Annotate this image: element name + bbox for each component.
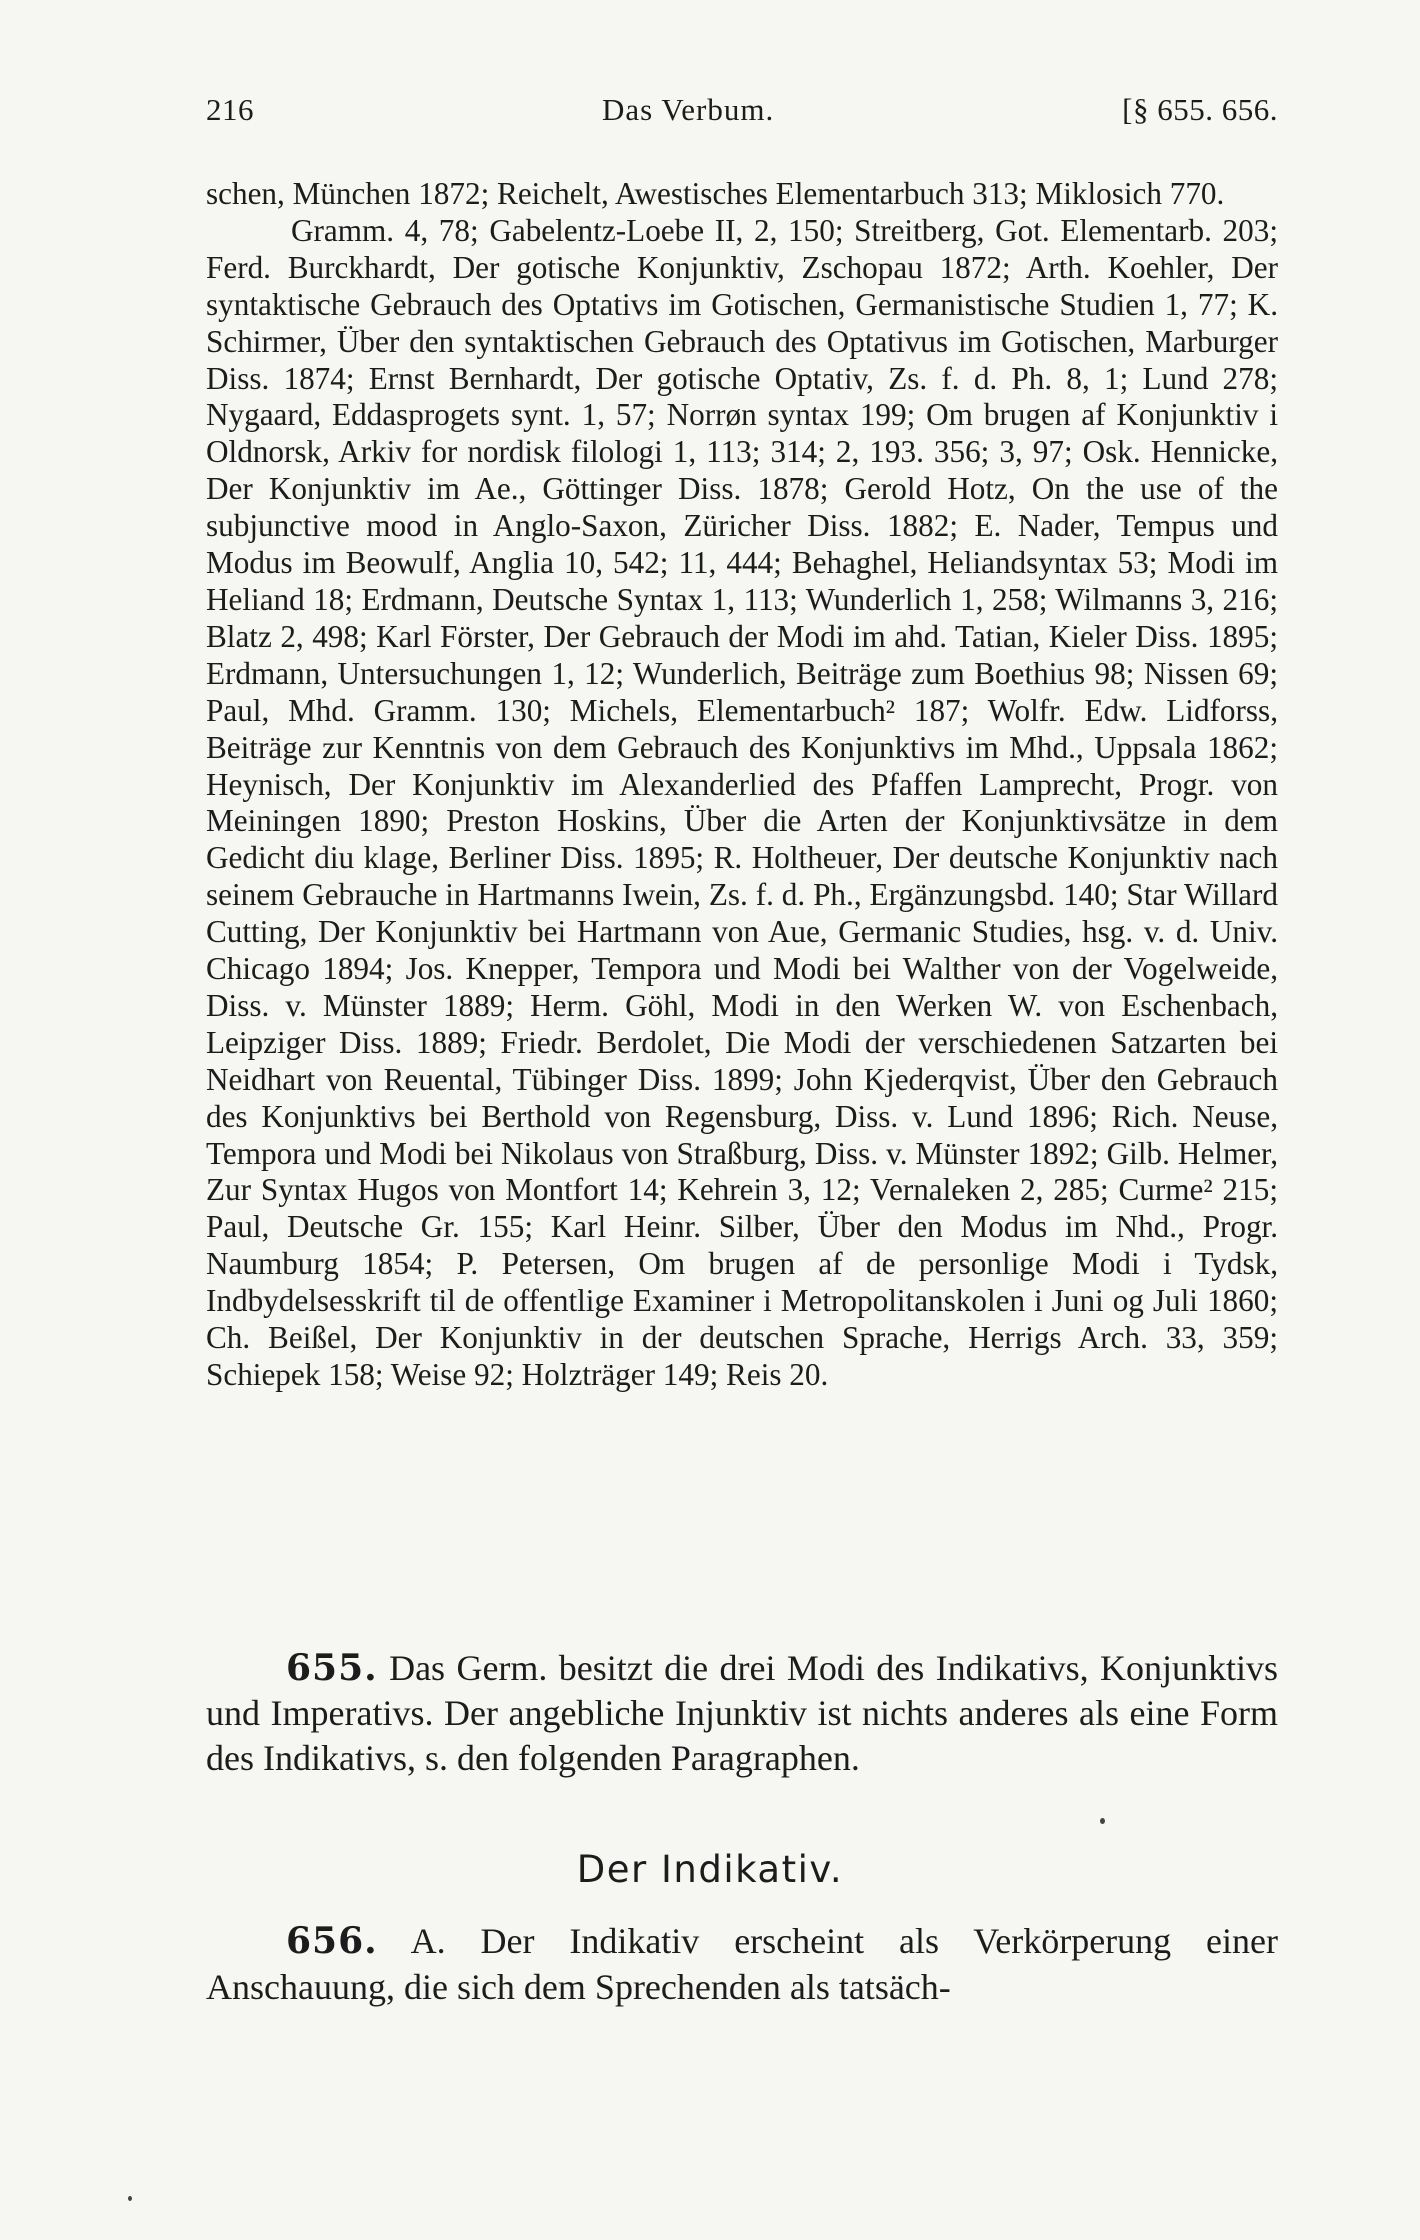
- bibliography-paragraph: schen, München 1872; Reichelt, Awestisches Elementarbuch 313; Miklosich 770.: [206, 176, 1225, 211]
- section-text: A. Der Indikativ erscheint als Verkörperung einer Anschauung, die sich dem Sprechenden als tatsäch-: [206, 1921, 1279, 2007]
- section-text: Das Germ. besitzt die drei Modi des Indikativs, Konjunktivs und Imperativs. Der angebliche Injunktiv ist nichts anderes als eine Form des Indikativs, s. den folgenden Paragraphen.: [206, 1648, 1279, 1778]
- bibliography-block: [206, 176, 1278, 1394]
- section-656: [206, 1918, 1278, 2010]
- section-number: 655.: [286, 1647, 378, 1689]
- bibliography-paragraph: Gramm. 4, 78; Gabelentz-Loebe II, 2, 150; Streitberg, Got. Elementarb. 203; Ferd. Burckhardt, Der gotische Konjunktiv, Zschopau 1872; Arth. Koehler, Der syntaktische Gebrauch des Optativs im Gotischen, Germanistische Studien 1, 77; K. Schirmer, Über den syntaktischen Gebrauch des Optativus im Gotischen, Marburger Diss. 1874; Ernst Bernhardt, Der gotische Optativ, Zs. f. d. Ph. 8, 1; Lund 278; Nygaard, Eddasprogets synt. 1, 57; Norrøn syntax 199; Om brugen af Konjunktiv i Oldnorsk, Arkiv for nordisk filologi 1, 113; 314; 2, 193. 356; 3, 97; Osk. Hennicke, Der Konjunktiv im Ae., Göttinger Diss. 1878; Gerold Hotz, On the use of the subjunctive mood in Anglo-Saxon, Züricher Diss. 1882; E. Nader, Tempus und Modus im Beowulf, Anglia 10, 542; 11, 444; Behaghel, Heliandsyntax 53; Modi im Heliand 18; Erdmann, Deutsche Syntax 1, 113; Wunderlich 1, 258; Wilmanns 3, 216; Blatz 2, 498; Karl Förster, Der Gebrauch der Modi im ahd. Tatian, Kieler Diss. 1895; Erdmann, Untersuchungen 1, 12; Wunderlich, Beiträge zum Boethius 98; Nissen 69; Paul, Mhd. Gramm. 130; Michels, Elementarbuch² 187; Wolfr. Edw. Lidforss, Beiträge zur Kenntnis von dem Gebrauch des Konjunktivs im Mhd., Uppsala 1862; Heynisch, Der Konjunktiv im Alexanderlied des Pfaffen Lamprecht, Progr. von Meiningen 1890; Preston Hoskins, Über die Arten der Konjunktivsätze in dem Gedicht diu klage, Berliner Diss. 1895; R. Holtheuer, Der deutsche Konjunktiv nach seinem Gebrauche in Hartmanns Iwein, Zs. f. d. Ph., Ergänzungsbd. 140; Star Willard Cutting, Der Konjunktiv bei Hartmann von Aue, Germanic Studies, hsg. v. d. Univ. Chicago 1894; Jos. Knepper, Tempora und Modi bei Walther von der Vogelweide, Diss. v. Münster 1889; Herm. Göhl, Modi in den Werken W. von Eschenbach, Leipziger Diss. 1889; Friedr. Berdolet, Die Modi der verschiedenen Satzarten bei Neidhart von Reuental, Tübinger Diss. 1899; John Kjederqvist, Über den Gebrauch des Konjunktivs bei Berthold von Regensburg, Diss. v. Lund 1896; Rich. Neuse, Tempora und Modi bei Nikolaus von Straßburg, Diss. v. Münster 1892; Gilb. Helmer, Zur Syntax Hugos von Montfort 14; Kehrein 3, 12; Vernaleken 2, 285; Curme² 215; Paul, Deutsche Gr. 155; Karl Heinr. Silber, Über den Modus im Nhd., Progr. Naumburg 1854; P. Petersen, Om brugen af de personlige Modi i Tydsk, Indbydelsesskrift til de offentlige Examiner i Metropolitanskolen i Juni og Juli 1860; Ch. Beißel, Der Konjunktiv in der deutschen Sprache, Herrigs Arch. 33, 359; Schiepek 158; Weise 92; Holzträger 149; Reis 20.: [206, 212, 1278, 1392]
- section-655: [206, 1646, 1278, 1781]
- print-speck: [128, 2196, 132, 2201]
- section-heading: Der Indikativ.: [576, 1848, 844, 1891]
- section-number: 656.: [286, 1920, 378, 1962]
- print-speck: [1100, 1818, 1105, 1824]
- section-655-paragraph: [206, 1646, 1278, 1781]
- section-range: [§ 655. 656.: [1122, 92, 1278, 127]
- section-656-paragraph: [206, 1918, 1278, 2010]
- page-number: 216: [206, 92, 254, 127]
- running-header: [206, 92, 1278, 128]
- running-title: Das Verbum.: [601, 92, 775, 127]
